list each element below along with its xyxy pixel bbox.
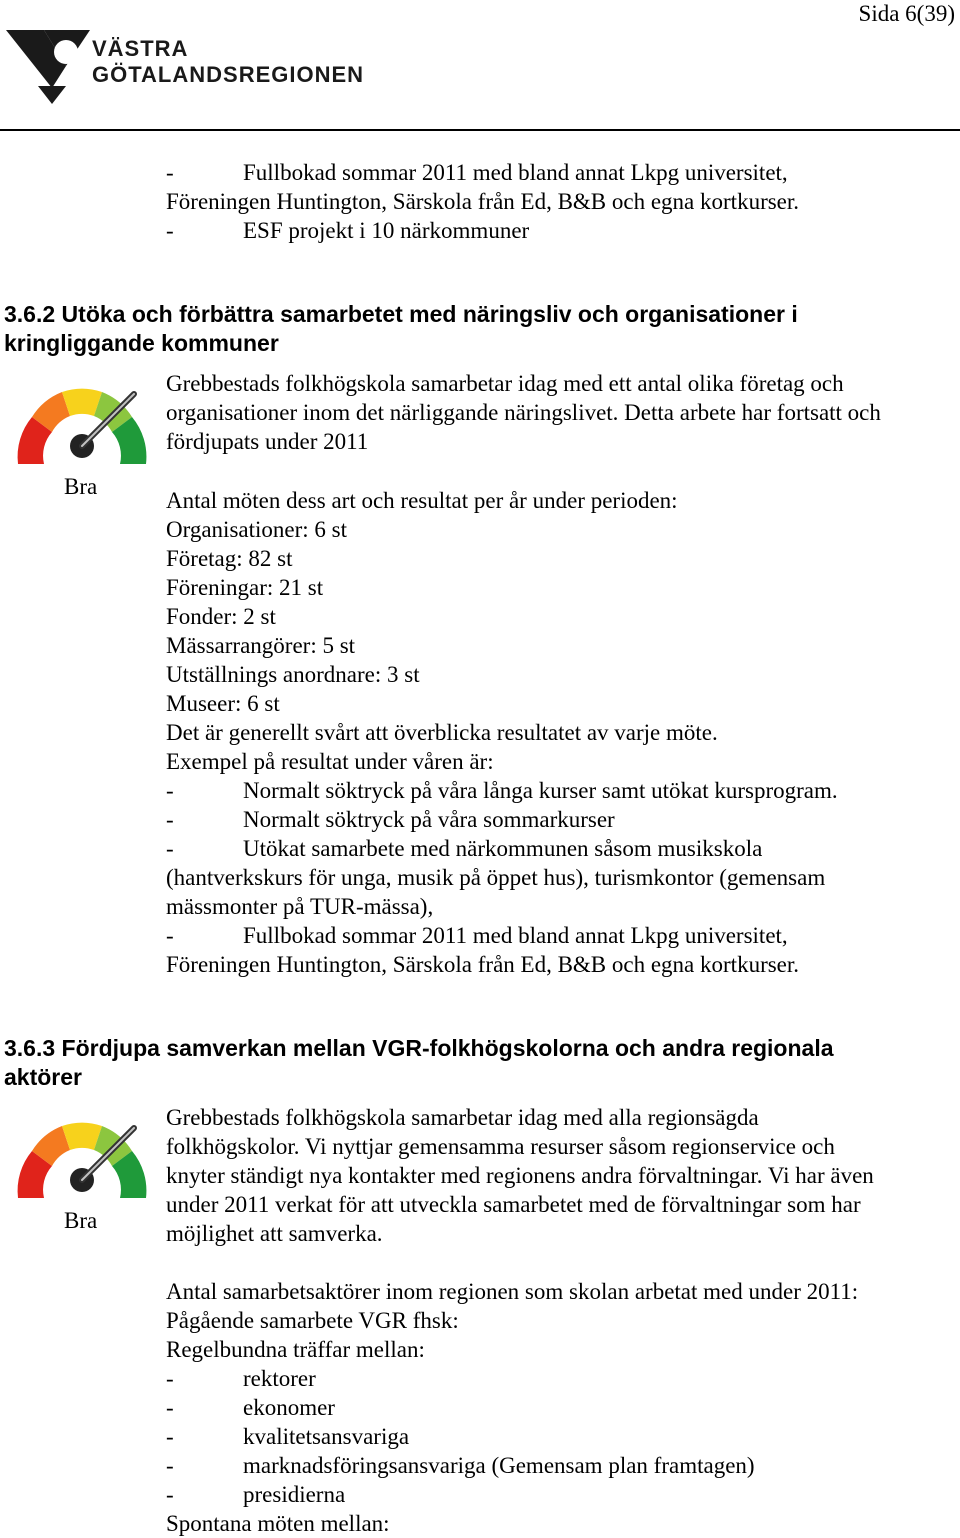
- stats-line: Fonder: 2 st: [166, 604, 276, 629]
- list-item: Fullbokad sommar 2011 med bland annat Lkpg universitet,: [243, 160, 788, 185]
- paragraph-line: Regelbundna träffar mellan:: [166, 1337, 425, 1362]
- list-dash: -: [166, 1482, 174, 1507]
- list-item-continuation: Föreningen Huntington, Särskola från Ed, B&B och egna kortkurser.: [166, 952, 800, 977]
- list-item: rektorer: [243, 1366, 316, 1391]
- paragraph-line: Grebbestads folkhögskola samarbetar idag med alla regionsägda: [166, 1105, 759, 1130]
- stats-line: Antal möten dess art och resultat per år under perioden:: [166, 488, 678, 513]
- paragraph-line: Grebbestads folkhögskola samarbetar idag med ett antal olika företag och: [166, 371, 844, 396]
- gauge-label: Bra: [64, 1208, 98, 1233]
- stats-line: Föreningar: 21 st: [166, 575, 324, 600]
- paragraph-line: organisationer inom det närliggande näringslivet. Detta arbete har fortsatt och: [166, 400, 881, 425]
- gauge-icon: [10, 1106, 150, 1206]
- list-item-continuation: mässmonter på TUR-mässa),: [166, 894, 434, 919]
- list-item-continuation: Föreningen Huntington, Särskola från Ed, B&B och egna kortkurser.: [166, 189, 800, 214]
- list-item: Utökat samarbete med närkommunen såsom musikskola: [243, 836, 763, 861]
- list-item: ESF projekt i 10 närkommuner: [243, 218, 530, 243]
- stats-line: Exempel på resultat under våren är:: [166, 749, 494, 774]
- list-item: presidierna: [243, 1482, 346, 1507]
- paragraph-line: möjlighet att samverka.: [166, 1221, 383, 1246]
- list-dash: -: [166, 1453, 174, 1478]
- list-dash: -: [166, 160, 174, 185]
- list-dash: -: [166, 807, 174, 832]
- paragraph-line: Antal samarbetsaktörer inom regionen som skolan arbetat med under 2011:: [166, 1279, 859, 1304]
- header-divider: [0, 129, 960, 131]
- list-dash: -: [166, 836, 174, 861]
- list-dash: -: [166, 1366, 174, 1391]
- paragraph-line: Pågående samarbete VGR fhsk:: [166, 1308, 459, 1333]
- stats-line: Mässarrangörer: 5 st: [166, 633, 356, 658]
- logo-text-line2: GÖTALANDSREGIONEN: [92, 62, 365, 87]
- list-item: Normalt söktryck på våra sommarkurser: [243, 807, 615, 832]
- paragraph-line: Spontana möten mellan:: [166, 1511, 390, 1536]
- list-dash: -: [166, 218, 174, 243]
- paragraph-line: under 2011 verkat för att utveckla samarbetet med de förvaltningar som har: [166, 1192, 861, 1217]
- list-dash: -: [166, 778, 174, 803]
- gauge-icon: [10, 372, 150, 472]
- list-item: Fullbokad sommar 2011 med bland annat Lkpg universitet,: [243, 923, 788, 948]
- list-item: Normalt söktryck på våra långa kurser samt utökat kursprogram.: [243, 778, 838, 803]
- stats-line: Museer: 6 st: [166, 691, 280, 716]
- section-heading: 3.6.2 Utöka och förbättra samarbetet med näringsliv och organisationer i: [4, 301, 798, 327]
- gauge-label: Bra: [64, 474, 98, 499]
- section-heading: 3.6.3 Fördjupa samverkan mellan VGR-folkhögskolorna och andra regionala: [4, 1035, 834, 1061]
- stats-line: Företag: 82 st: [166, 546, 293, 571]
- list-dash: -: [166, 1424, 174, 1449]
- section-heading-continuation: kringliggande kommuner: [4, 330, 279, 356]
- stats-line: Utställnings anordnare: 3 st: [166, 662, 420, 687]
- list-item: kvalitetsansvariga: [243, 1424, 410, 1449]
- stats-line: Organisationer: 6 st: [166, 517, 347, 542]
- logo-text-line1: VÄSTRA: [92, 36, 189, 61]
- stats-line: Det är generellt svårt att överblicka resultatet av varje möte.: [166, 720, 718, 745]
- list-item: ekonomer: [243, 1395, 335, 1420]
- paragraph-line: fördjupats under 2011: [166, 429, 369, 454]
- paragraph-line: folkhögskolor. Vi nyttjar gemensamma resurser såsom regionservice och: [166, 1134, 835, 1159]
- list-item: marknadsföringsansvariga (Gemensam plan framtagen): [243, 1453, 755, 1478]
- page-number: Sida 6(39): [858, 1, 955, 26]
- list-item-continuation: (hantverkskurs för unga, musik på öppet hus), turismkontor (gemensam: [166, 865, 826, 890]
- list-dash: -: [166, 923, 174, 948]
- list-dash: -: [166, 1395, 174, 1420]
- section-heading-continuation: aktörer: [4, 1064, 82, 1090]
- paragraph-line: knyter ständigt nya kontakter med regionens andra förvaltningar. Vi har även: [166, 1163, 874, 1188]
